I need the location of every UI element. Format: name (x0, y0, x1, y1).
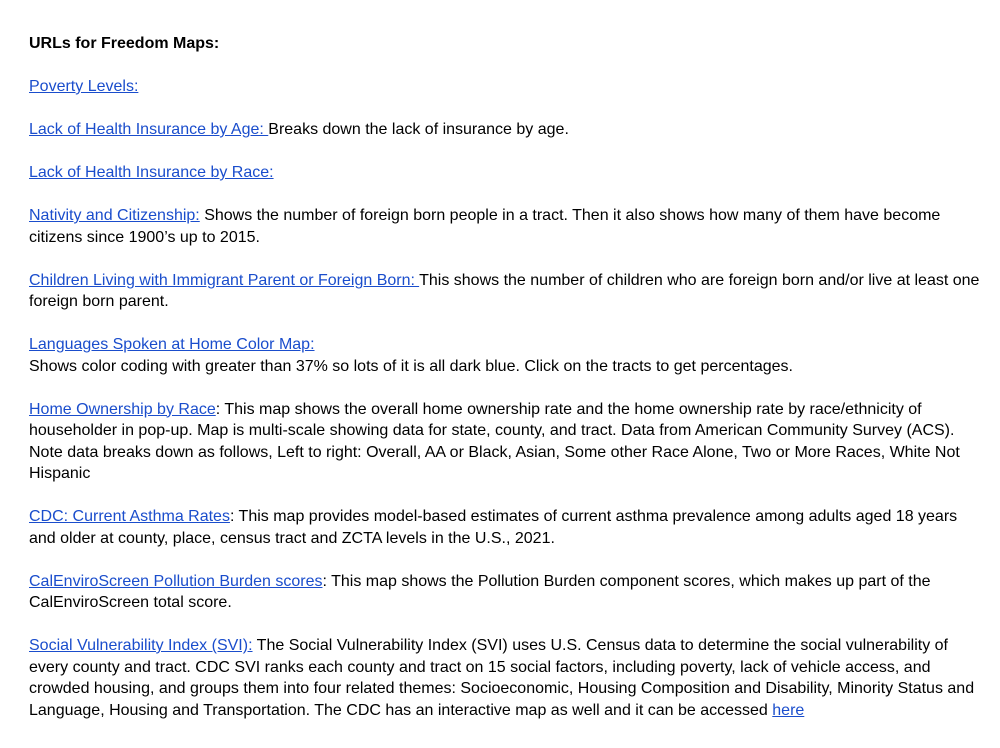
entry-description: Shows the number of foreign born people in a tract. Then it also shows how many of them have become citizens since 1900’s up to 2015. (29, 207, 941, 246)
entry-description: : This map provides model-based estimates of current asthma prevalence among adults aged 18 years and older at county, place, census tract and ZCTA levels in the U.S., 2021. (29, 508, 958, 547)
link-nativity-citizenship[interactable]: Nativity and Citizenship: (29, 207, 200, 224)
entry-description: The Social Vulnerability Index (SVI) uses U.S. Census data to determine the social vulnerability of every county and tract. CDC SVI ranks each county and tract on 15 social factors, including poverty, lack of vehicle access, and crowded housing, and groups them into four related themes: Socioeconomic, Housing Composition and Disability, Minority Status and Language, Housing and Transportation. The CDC has an interactive map as well and it can be accessed (29, 637, 975, 719)
page-title: URLs for Freedom Maps: (29, 35, 220, 52)
entry-asthma-rates (29, 506, 980, 549)
link-insurance-by-age[interactable]: Lack of Health Insurance by Age: (29, 121, 269, 138)
link-here[interactable]: here (772, 701, 805, 719)
entry-languages-spoken (29, 334, 980, 377)
link-calenviroscreen[interactable]: CalEnviroScreen Pollution Burden scores (29, 572, 323, 590)
entry-insurance-by-age (29, 119, 980, 141)
entry-insurance-by-race (29, 162, 980, 184)
entry-children-immigrant-parent (29, 270, 980, 313)
link-children-immigrant-parent[interactable]: Children Living with Immigrant Parent or Foreign Born: (29, 271, 420, 289)
entry-description: : This map shows the overall home ownership rate and the home ownership rate by race/ethnicity of householder in pop-up. Map is multi-scale showing data for state, county, and tract. Data from American Community Survey (ACS). Note data breaks down as follows, Left to right: Overall, AA or Black, Asian, Some other Race Alone, Two or More Races, White Not Hispanic (29, 400, 960, 482)
link-poverty-levels[interactable]: Poverty Levels: (29, 78, 139, 95)
link-languages-spoken[interactable]: Languages Spoken at Home Color Map: (29, 336, 315, 353)
link-insurance-by-race[interactable]: Lack of Health Insurance by Race: (29, 164, 274, 181)
entry-description: Breaks down the lack of insurance by age. (268, 121, 569, 138)
entry-calenviroscreen (29, 571, 980, 614)
entry-home-ownership (29, 399, 980, 485)
entry-svi (29, 635, 980, 721)
link-svi[interactable]: Social Vulnerability Index (SVI): (29, 637, 253, 654)
link-asthma-rates[interactable]: CDC: Current Asthma Rates (29, 508, 230, 525)
entry-description: : This map shows the Pollution Burden component scores, which makes up part of the CalEnviroScreen total score. (29, 572, 931, 611)
entry-poverty-levels (29, 76, 980, 98)
link-home-ownership[interactable]: Home Ownership by Race (29, 400, 216, 418)
entry-nativity-citizenship (29, 205, 980, 248)
entry-description: Shows color coding with greater than 37% so lots of it is all dark blue. Click on the tracts to get percentages. (29, 357, 793, 375)
entry-description: This shows the number of children who are foreign born and/or live at least one foreign born parent. (29, 271, 980, 310)
